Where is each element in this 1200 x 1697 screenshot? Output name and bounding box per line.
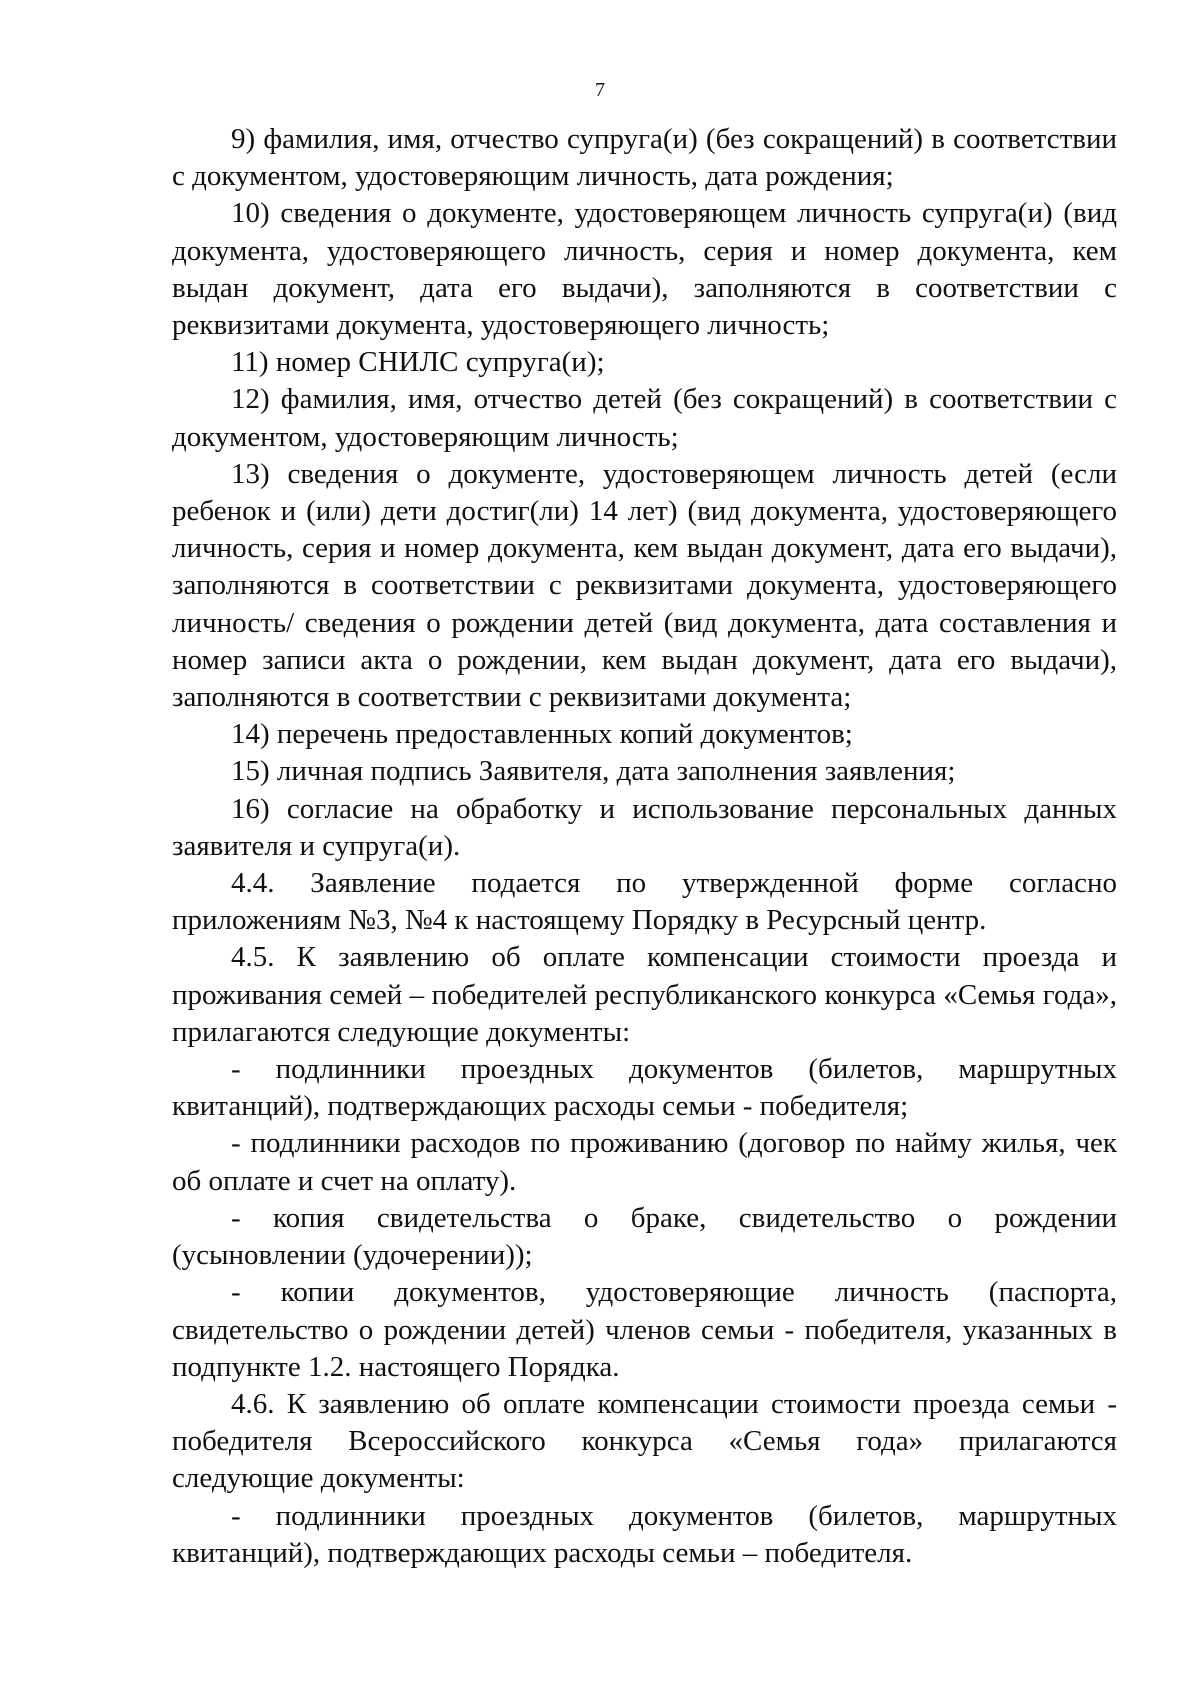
list-item-travel-documents-all-russian: - подлинники проездных документов (билетов, маршрутных квитанций), подтверждающих расходы семьи – победителя. (172, 1499, 1117, 1569)
paragraph-item-12: 12) фамилия, имя, отчество детей (без сокращений) в соответствии с документом, удостоверяющим личность; (172, 383, 1117, 453)
document-body (172, 121, 1117, 1572)
paragraph-item-13: 13) сведения о документе, удостоверяющем личность детей (если ребенок и (или) дети достиг(ли) 14 лет) (вид документа, удостоверяющего личность, серия и номер документа, кем выдан документ, дата его выдачи), заполняются в соответствии с реквизитами документа, удостоверяющего личность/ сведения о рождении детей (вид документа, дата составления и номер записи акта о рождении, кем выдан документ, дата его выдачи), заполняются в соответствии с реквизитами документа; (172, 457, 1117, 714)
list-item-accommodation-expenses: - подлинники расходов по проживанию (договор по найму жилья, чек об оплате и счет на оплату). (172, 1127, 1117, 1197)
page-number: 7 (595, 79, 605, 101)
paragraph-item-16: 16) согласие на обработку и использование персональных данных заявителя и супруга(и). (172, 792, 1117, 862)
list-item-marriage-certificate: - копия свидетельства о браке, свидетельство о рождении (усыновлении (удочерении)); (172, 1201, 1117, 1272)
paragraph-item-11: 11) номер СНИЛС супруга(и); (231, 346, 605, 379)
paragraph-section-4-4: 4.4. Заявление подается по утвержденной форме согласно приложениям №3, №4 к настоящему Порядку в Ресурсный центр. (172, 867, 1117, 937)
list-item-identity-documents: - копии документов, удостоверяющие личность (паспорта, свидетельство о рождении детей) членов семьи - победителя, указанных в подпункте 1.2. настоящего Порядка. (172, 1276, 1117, 1383)
paragraph-section-4-5: 4.5. К заявлению об оплате компенсации стоимости проезда и проживания семей – победителей республиканского конкурса «Семья года», прилагаются следующие документы: (172, 941, 1117, 1048)
paragraph-item-14: 14) перечень предоставленных копий документов; (231, 718, 853, 751)
list-item-travel-documents: - подлинники проездных документов (билетов, маршрутных квитанций), подтверждающих расходы семьи - победителя; (172, 1053, 1117, 1123)
paragraph-item-15: 15) личная подпись Заявителя, дата заполнения заявления; (231, 755, 956, 788)
paragraph-section-4-6: 4.6. К заявлению об оплате компенсации стоимости проезда семьи - победителя Всероссийского конкурса «Семья года» прилагаются следующие документы: (172, 1387, 1117, 1495)
paragraph-item-10: 10) сведения о документе, удостоверяющем личность супруга(и) (вид документа, удостоверяющего личность, серия и номер документа, кем выдан документ, дата его выдачи), заполняются в соответствии с реквизитами документа, удостоверяющего личность; (172, 197, 1117, 342)
paragraph-item-9: 9) фамилия, имя, отчество супруга(и) (без сокращений) в соответствии с документом, удостоверяющим личность, дата рождения; (172, 123, 1117, 193)
